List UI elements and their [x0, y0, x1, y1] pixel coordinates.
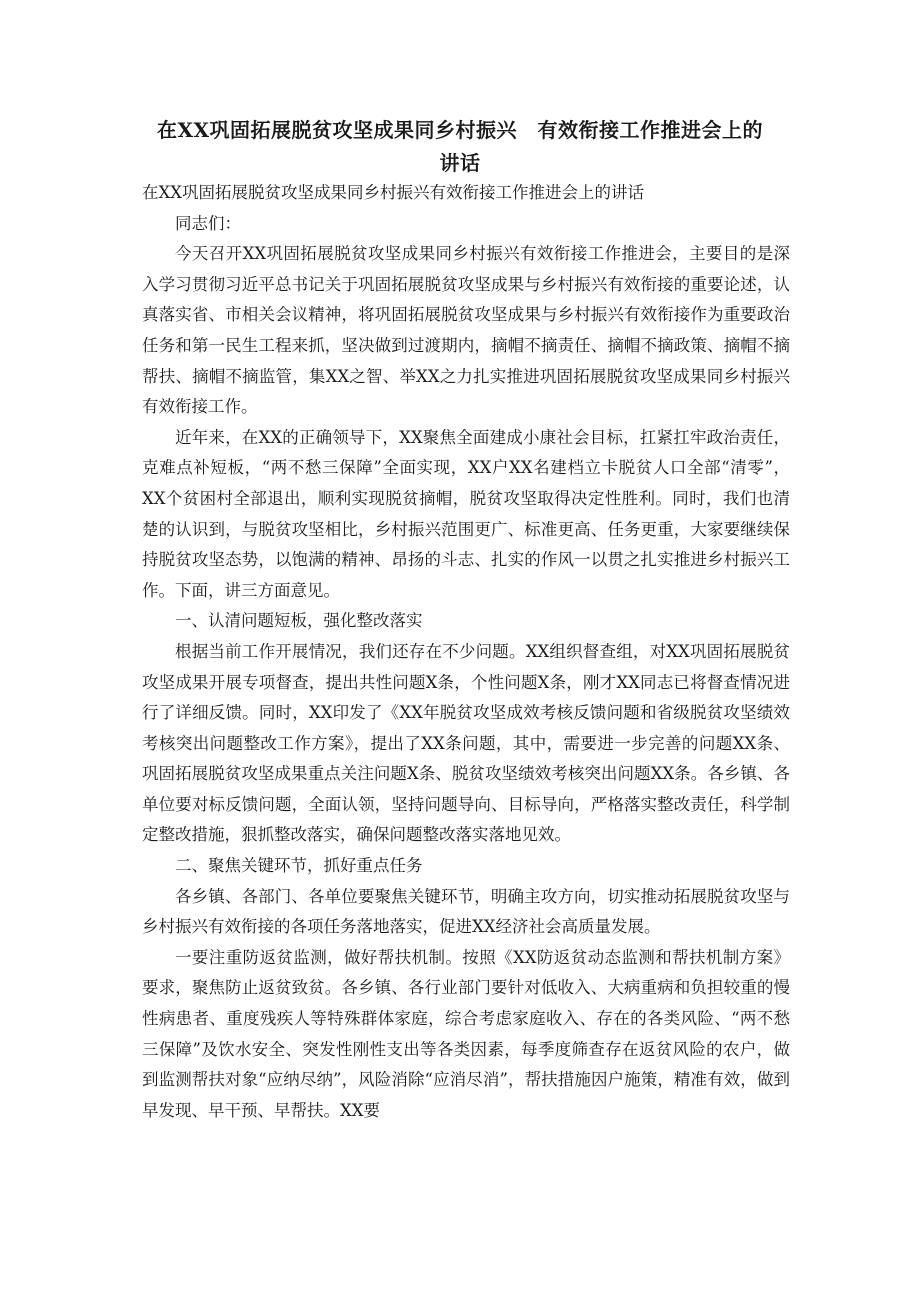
paragraph-section-1: 根据当前工作开展情况，我们还存在不少问题。XX组织督查组，对XX巩固拓展脱贫攻坚成果开展专项督查，提出共性问题X条，个性问题X条，刚才XX同志已将督查情况进行了详细反馈。同时，XX印发了《XX年脱贫攻坚成效考核反馈问题和省级脱贫攻坚绩效考核突出问题整改工作方案》，提出了XX条问题，其中，需要进一步完善的问题XX条、巩固拓展脱贫攻坚成果重点关注问题X条、脱贫攻坚绩效考核突出问题XX条。各乡镇、各单位要对标反馈问题，全面认领，坚持问题导向、目标导向，严格落实整改责任，科学制定整改措施，狠抓整改落实，确保问题整改落实落地见效。: [142, 641, 790, 845]
section-heading-1: 一、认清问题短板，强化整改落实: [175, 611, 423, 631]
section-heading-2: 二、聚焦关键环节，抓好重点任务: [175, 856, 423, 876]
salutation: 同志们：: [175, 213, 241, 233]
paragraph-section-2-intro: 各乡镇、各部门、各单位要聚焦关键环节，明确主攻方向，切实推动拓展脱贫攻坚与乡村振兴有效衔接的各项任务落地落实，促进XX经济社会高质量发展。: [142, 886, 790, 937]
paragraph-intro: 今天召开XX巩固拓展脱贫攻坚成果同乡村振兴有效衔接工作推进会，主要目的是深入学习贯彻习近平总书记关于巩固拓展脱贫攻坚成果与乡村振兴有效衔接的重要论述，认真落实省、市相关会议精神，将巩固拓展脱贫攻坚成果与乡村振兴有效衔接作为重要政治任务和第一民生工程来抓，坚决做到过渡期内，摘帽不摘责任、摘帽不摘政策、摘帽不摘帮扶、摘帽不摘监管，集XX之智、举XX之力扎实推进巩固拓展脱贫攻坚成果同乡村振兴有效衔接工作。: [142, 244, 790, 417]
document-body: [142, 178, 790, 1126]
paragraph-section-2-item-1: 一要注重防返贫监测，做好帮扶机制。按照《XX防返贫动态监测和帮扶机制方案》要求，聚焦防止返贫致贫。各乡镇、各行业部门要针对低收入、大病重病和负担较重的慢性病患者、重度残疾人等特殊群体家庭，综合考虑家庭收入、存在的各类风险、“两不愁三保障”及饮水安全、突发性刚性支出等各类因素，每季度筛查存在返贫风险的农户，做到监测帮扶对象“应纳尽纳”，风险消除“应消尽消”，帮扶措施因户施策，精准有效，做到早发现、早干预、早帮扶。XX要: [142, 947, 790, 1120]
title-line-2: 讲话: [439, 151, 481, 175]
paragraph-background: 近年来，在XX的正确领导下，XX聚焦全面建成小康社会目标，扛紧扛牢政治责任，克难点补短板，“两不愁三保障”全面实现，XX户XX名建档立卡脱贫人口全部“清零”，XX个贫困村全部退出，顺利实现脱贫摘帽，脱贫攻坚取得决定性胜利。同时，我们也清楚的认识到，与脱贫攻坚相比，乡村振兴范围更广、标准更高、任务更重，大家要继续保持脱贫攻坚态势，以饱满的精神、昂扬的斗志、扎实的作风一以贯之扎实推进乡村振兴工作。下面，讲三方面意见。: [142, 427, 790, 600]
title-line-1: 在XX巩固拓展脱贫攻坚成果同乡村振兴 有效衔接工作推进会上的: [156, 118, 764, 142]
document-title: [130, 114, 790, 180]
document-subtitle: 在XX巩固拓展脱贫攻坚成果同乡村振兴有效衔接工作推进会上的讲话: [142, 183, 644, 202]
